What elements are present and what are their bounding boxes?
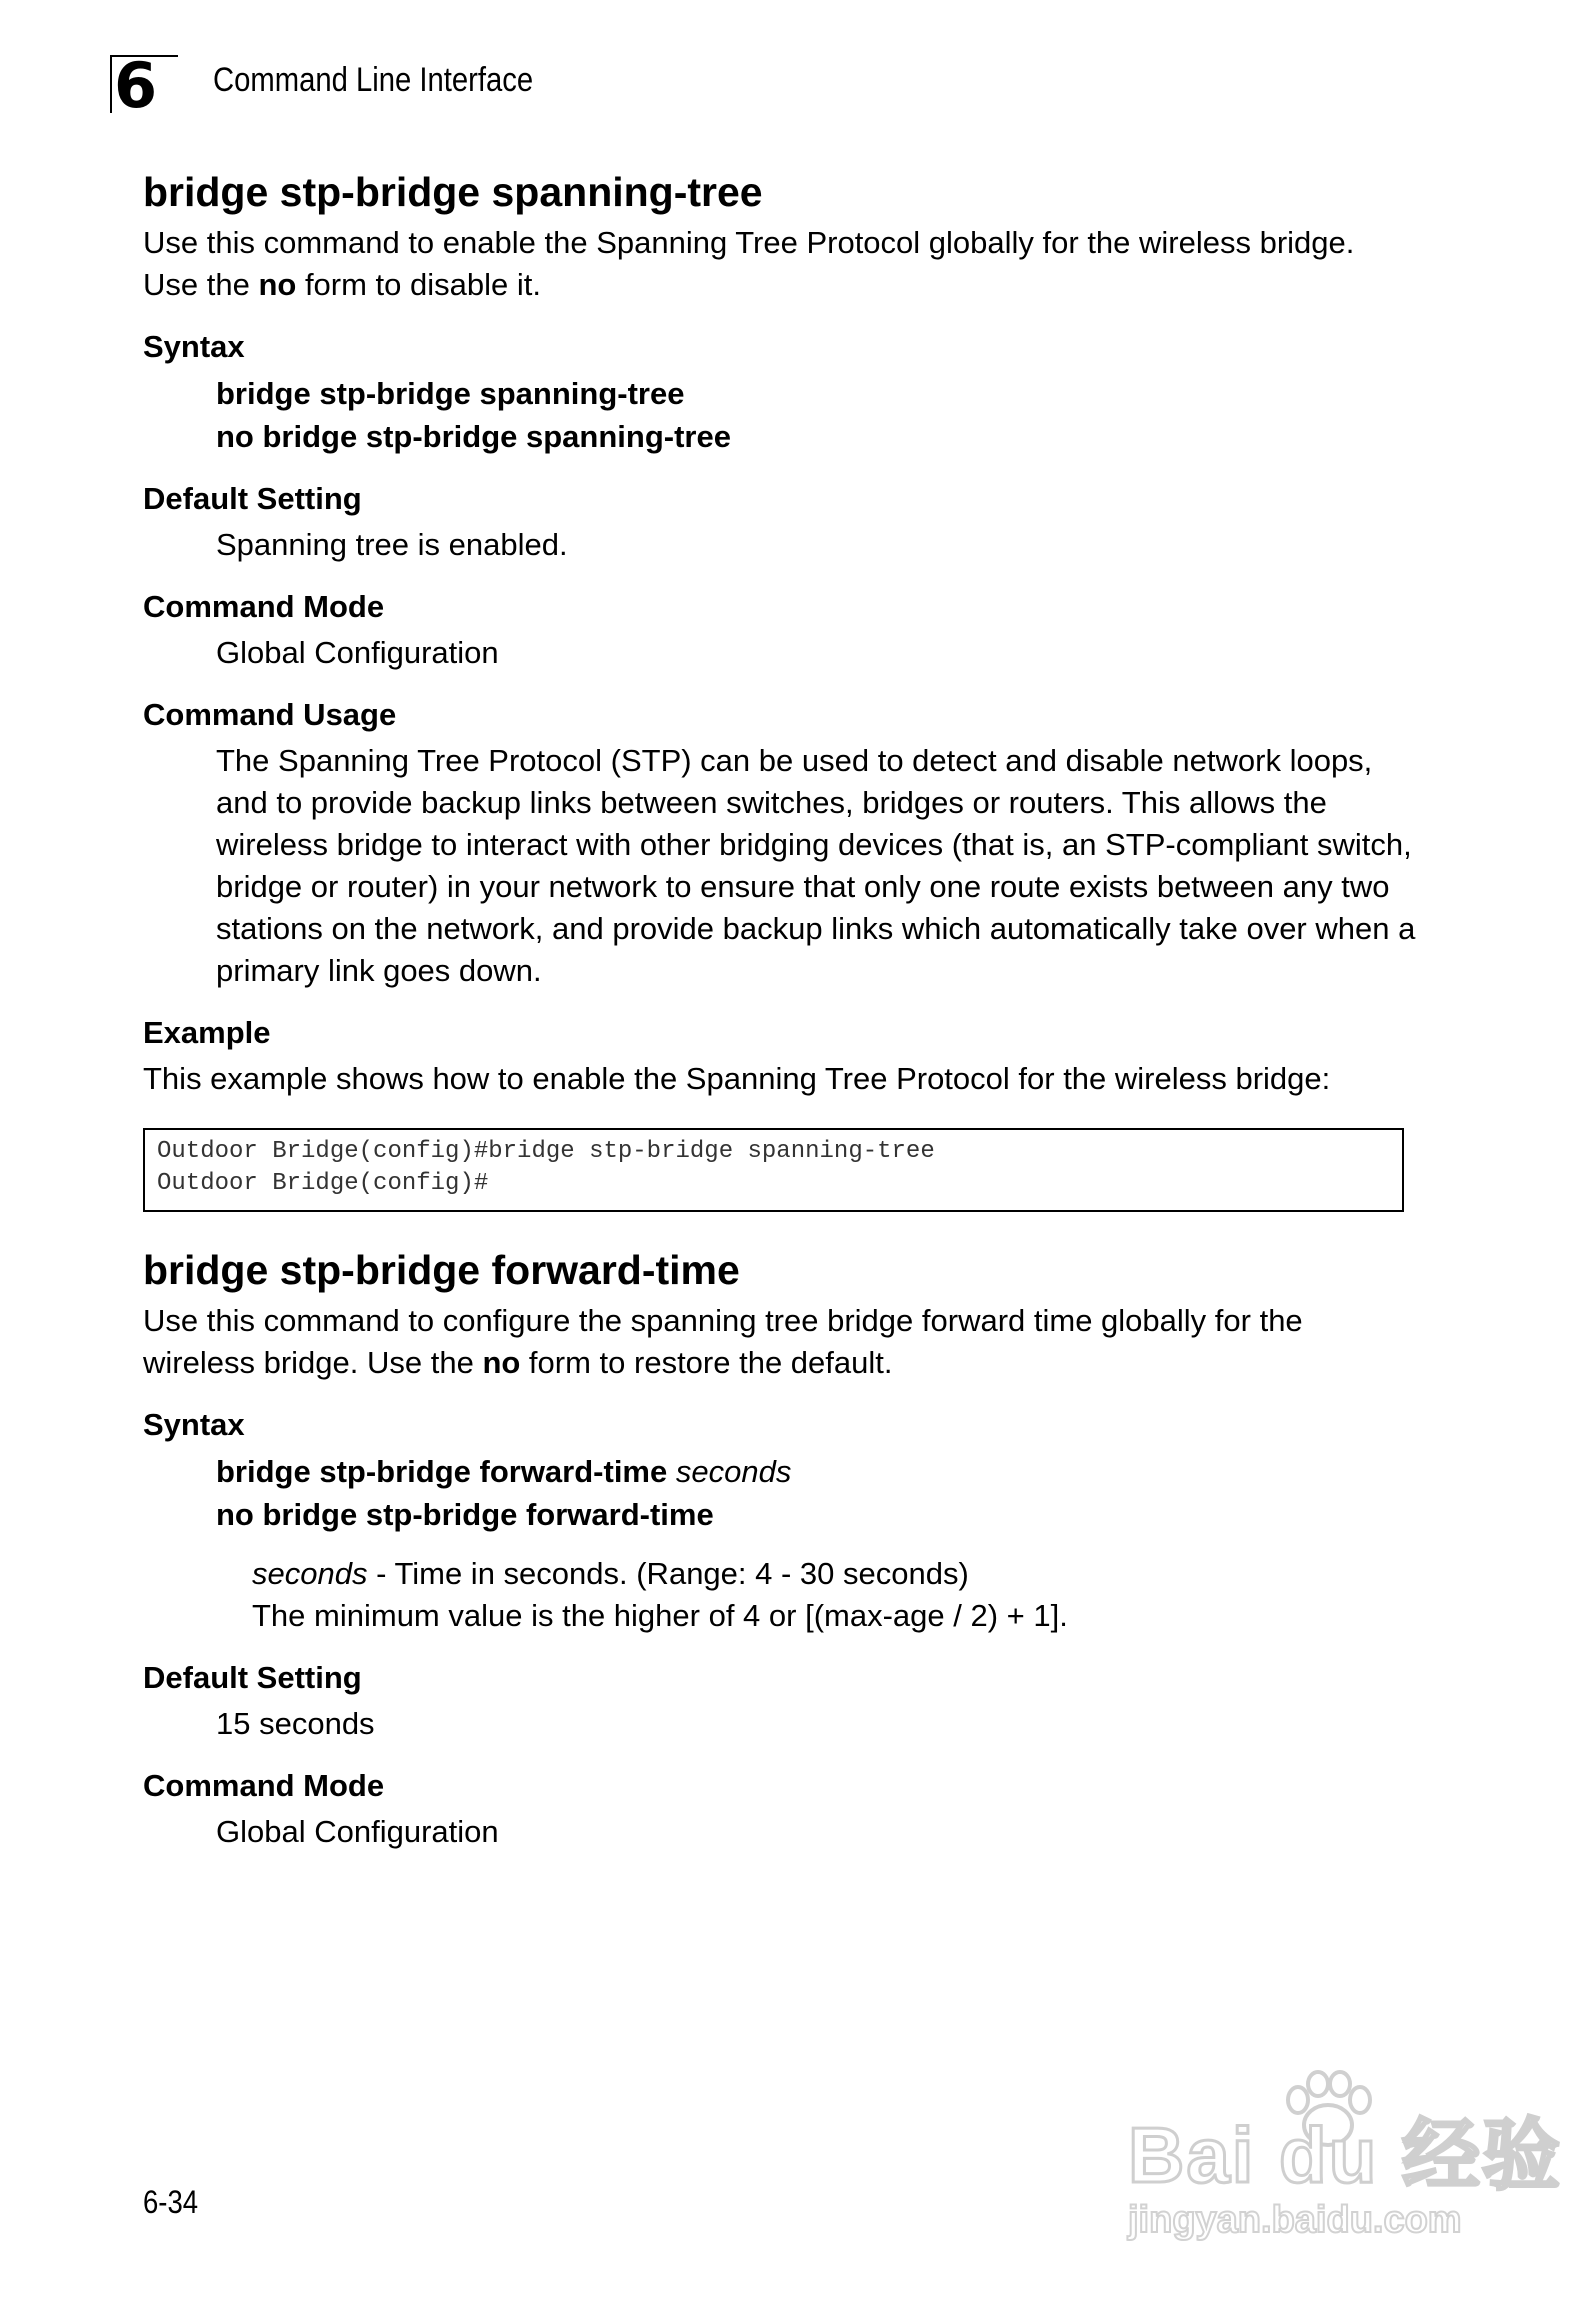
intro-text: Use this command to configure the spanning tree bridge forward time globally for the wireless bridge. Use the <box>143 1303 1303 1380</box>
syntax-line-no-form: no bridge stp-bridge spanning-tree <box>216 419 731 454</box>
example-text: This example shows how to enable the Spanning Tree Protocol for the wireless bridge: <box>143 1061 1331 1096</box>
running-header-title: Command Line Interface <box>213 61 534 99</box>
syntax-heading: Syntax <box>143 329 245 364</box>
syntax-line: bridge stp-bridge spanning-tree <box>216 376 685 411</box>
command-mode-heading: Command Mode <box>143 1768 385 1803</box>
command-mode-value: Global Configuration <box>216 635 499 670</box>
default-setting-value: Spanning tree is enabled. <box>216 527 568 562</box>
command-usage-text: The Spanning Tree Protocol (STP) can be used to detect and disable network loops, and to provide backup links between switches, bridges or routers. This allows the wireless bridge to interact with other bridging devices (that is, an STP-compliant switch, bridge or router) in your network to ensure that only one route exists between any two stations on the network, and provide backup links which automatically take over when a primary link goes down. <box>216 743 1416 988</box>
watermark <box>1118 2070 1563 2250</box>
default-setting-heading: Default Setting <box>143 481 362 516</box>
argument-range: - Time in seconds. (Range: 4 - 30 seconds) <box>367 1556 969 1591</box>
command-mode-heading: Command Mode <box>143 589 385 624</box>
section-intro <box>143 222 1413 306</box>
syntax-argument: seconds <box>675 1454 792 1489</box>
argument-description <box>252 1552 1413 1595</box>
example-heading: Example <box>143 1015 271 1050</box>
chapter-number: 6 <box>114 49 158 122</box>
syntax-line-no-form: no bridge stp-bridge forward-time <box>216 1497 714 1532</box>
section-spanning-tree <box>143 166 1416 1212</box>
intro-keyword-no: no <box>482 1345 521 1380</box>
code-line: Outdoor Bridge(config)#bridge stp-bridge spanning-tree <box>157 1138 935 1165</box>
syntax-heading: Syntax <box>143 1407 245 1442</box>
intro-text-end: form to restore the default. <box>520 1345 893 1380</box>
code-example-box <box>143 1128 1404 1212</box>
section-title: bridge stp-bridge forward-time <box>143 1247 740 1293</box>
intro-text: Use this command to enable the Spanning Tree Protocol globally for the wireless bridge. Use the <box>143 225 1355 302</box>
page-number: 6-34 <box>143 2184 199 2220</box>
intro-keyword-no: no <box>258 267 297 302</box>
code-line: Outdoor Bridge(config)# <box>157 1170 489 1197</box>
section-title: bridge stp-bridge spanning-tree <box>143 169 763 215</box>
argument-name: seconds <box>252 1556 368 1591</box>
argument-note: The minimum value is the higher of 4 or [(max-age / 2) + 1]. <box>252 1598 1068 1633</box>
syntax-line <box>216 1450 1413 1493</box>
page-content <box>143 166 1416 1853</box>
watermark-brand: Bai du 经验 <box>1128 2111 1563 2199</box>
intro-text-end: form to disable it. <box>296 267 541 302</box>
default-setting-heading: Default Setting <box>143 1660 362 1695</box>
watermark-url: jingyan.baidu.com <box>1128 2199 1462 2241</box>
default-setting-value: 15 seconds <box>216 1706 375 1741</box>
command-usage-heading: Command Usage <box>143 697 397 732</box>
syntax-command: bridge stp-bridge forward-time <box>216 1454 668 1489</box>
command-mode-value: Global Configuration <box>216 1814 499 1849</box>
section-forward-time <box>143 1244 1413 1853</box>
section-intro <box>143 1300 1413 1384</box>
